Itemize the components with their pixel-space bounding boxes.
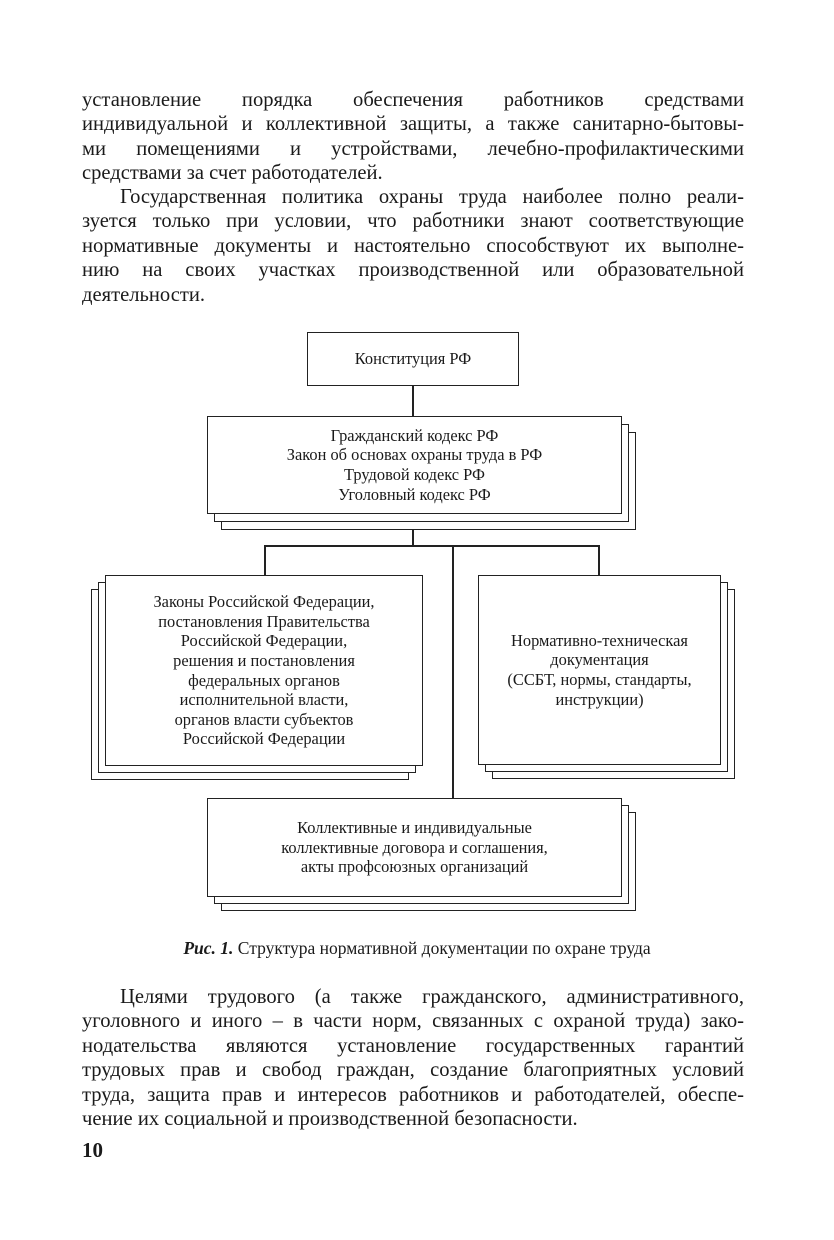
paragraph-2 — [82, 185, 744, 307]
constitution-label: Конституция РФ — [354, 349, 472, 369]
figure-caption — [0, 937, 834, 959]
technical-docs-box — [478, 575, 721, 765]
paragraph-1-line: индивидуальной и коллективной защиты, а также санитарно-бытовы- — [82, 113, 744, 136]
federal-laws-line: исполнительной власти, — [179, 690, 349, 710]
paragraph-1-line: установление порядка обеспечения работников средствами — [82, 89, 744, 111]
connector-horizontal-branch — [264, 545, 599, 547]
paragraph-3-line: Целями трудового (а также гражданского, административного, — [120, 986, 744, 1008]
paragraph-2-line: нормативные документы и настоятельно способствуют их выполне- — [82, 234, 744, 257]
paragraph-2-line: Государственная политика охраны труда наиболее полно реали- — [120, 186, 744, 208]
paragraph-3-line: труда, защита прав и интересов работников и работодателей, обеспе- — [82, 1083, 744, 1106]
paragraph-1 — [82, 88, 744, 186]
collective-agreements-line: акты профсоюзных организаций — [300, 857, 529, 877]
paragraph-3-line: уголовного и иного – в части норм, связанных с охраной труда) зако- — [82, 1010, 744, 1033]
collective-agreements-line: Коллективные и индивидуальные — [297, 818, 532, 838]
federal-laws-line: Российской Федерации — [182, 729, 346, 749]
connector-constitution-codes — [412, 385, 414, 417]
page-number: 10 — [82, 1138, 103, 1162]
technical-docs-line: Нормативно-техническая — [511, 630, 688, 650]
codes-line: Закон об основах охраны труда в РФ — [286, 445, 543, 465]
paragraph-3-line: трудовых прав и свобод граждан, создание благоприятных условий — [82, 1059, 744, 1082]
paragraph-3-line: чение их социальной и производственной безопасности. — [82, 1108, 578, 1131]
connector-center-drop — [452, 545, 454, 798]
codes-line: Трудовой кодекс РФ — [344, 465, 485, 484]
paragraph-3 — [82, 985, 744, 1131]
technical-docs-line: (ССБТ, нормы, стандарты, — [507, 670, 692, 689]
collective-agreements-box — [207, 798, 622, 897]
figure-caption-text: Структура нормативной документации по охране труда — [233, 938, 651, 958]
paragraph-2-line: нию на своих участках производственной или образовательной — [82, 259, 744, 282]
figure-label: Рис. 1. — [183, 938, 234, 958]
federal-laws-line: Российской Федерации, — [180, 631, 348, 651]
collective-agreements-line: коллективные договора и соглашения, — [281, 837, 548, 857]
technical-docs-line: инструкции) — [555, 689, 644, 709]
connector-left-drop — [264, 545, 266, 576]
federal-laws-line: постановления Правительства — [158, 611, 370, 631]
federal-laws-line: Законы Российской Федерации, — [153, 592, 375, 612]
paragraph-3-line: нодательства являются установление государственных гарантий — [82, 1034, 744, 1057]
paragraph-2-line: деятельности. — [82, 283, 206, 306]
codes-box — [207, 416, 622, 514]
federal-laws-line: решения и постановления — [173, 650, 355, 670]
paragraph-1-line: средствами за счет работодателей. — [82, 162, 383, 185]
federal-laws-line: федеральных органов — [188, 670, 340, 690]
paragraph-2-line: зуется только при условии, что работники знают соответствующие — [82, 210, 744, 233]
connector-right-drop — [598, 545, 600, 576]
federal-laws-line: органов власти субъектов — [174, 709, 354, 729]
paragraph-1-line: ми помещениями и устройствами, лечебно-профилактическими — [82, 137, 744, 160]
federal-laws-box — [105, 575, 423, 766]
technical-docs-line: документация — [550, 650, 649, 670]
constitution-box — [307, 332, 519, 386]
codes-line: Гражданский кодекс РФ — [330, 425, 499, 445]
codes-line: Уголовный кодекс РФ — [338, 484, 491, 504]
